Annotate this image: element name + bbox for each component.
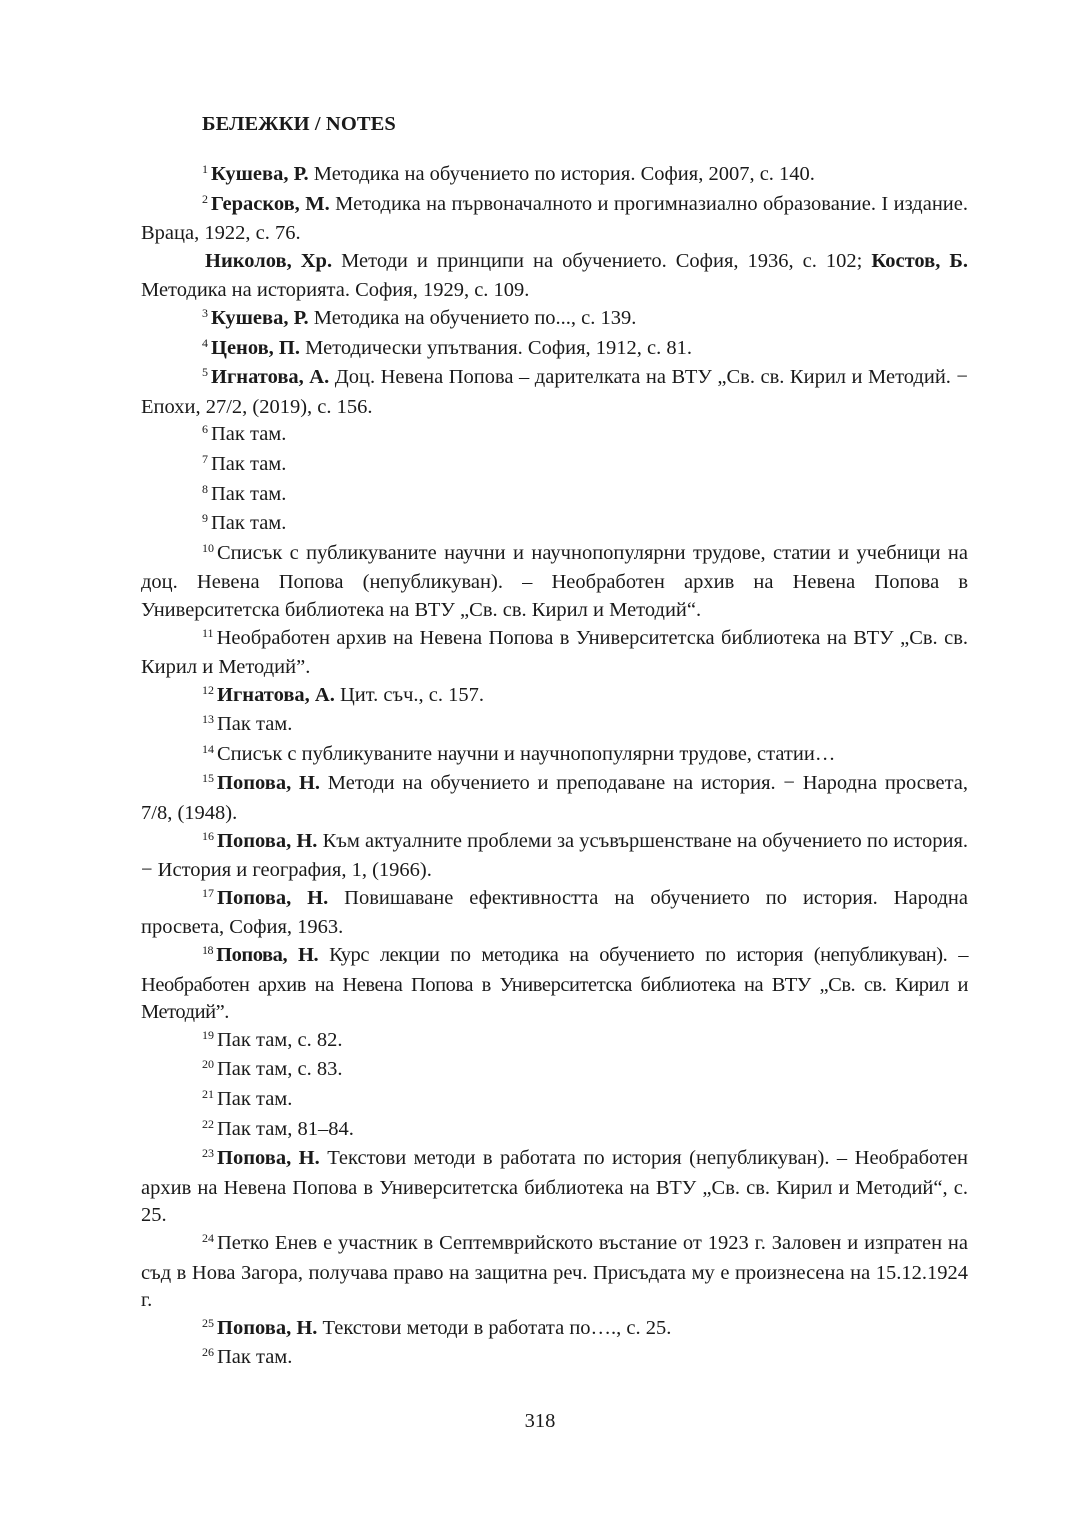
note-12	[141, 682, 968, 712]
note-number: 11	[202, 625, 214, 640]
note-10	[141, 540, 968, 625]
note-number: 23	[202, 1146, 214, 1161]
note-text: Методически упътвания. София, 1912, с. 81.	[300, 336, 692, 359]
note-author: Кушева, Р.	[211, 306, 309, 329]
note-2-continued	[141, 248, 968, 305]
note-19	[141, 1027, 968, 1057]
note-author: Герасков, М.	[211, 192, 330, 215]
note-text: Пак там.	[211, 423, 287, 446]
note-18	[141, 942, 968, 1027]
note-22	[141, 1116, 968, 1146]
note-text: Необработен архив на Невена Попова в Университетска библиотека на ВТУ „Св. св. Кирил и Методий”.	[141, 626, 968, 679]
note-author: Попова, Н.	[217, 829, 318, 852]
note-text: Курс лекции по методика на обучението по история (непубликуван). – Необработен архив на Невена Попова в Университетска библиотека на ВТУ „Св. св. Кирил и Методий”.	[141, 944, 969, 1024]
note-number: 5	[202, 365, 208, 380]
note-number: 25	[202, 1315, 214, 1330]
note-8	[141, 481, 968, 511]
note-24	[141, 1230, 968, 1315]
note-text: Методика на първоначалното и прогимназиално образование. I издание. Враца, 1922, с. 76.	[141, 192, 968, 245]
note-number: 21	[202, 1087, 214, 1101]
note-number: 16	[202, 828, 214, 843]
note-author: Попова, Н.	[217, 772, 321, 795]
note-text: Пак там, с. 82.	[217, 1028, 343, 1051]
note-number: 24	[202, 1230, 214, 1245]
note-text: Списък с публикуваните научни и научнопопулярни трудове, статии и учебници на доц. Невена Попова (непубликуван). – Необработен архив на Невена Попова в Университетска библиотека на ВТУ „Св. св. Кирил и Методий“.	[141, 541, 968, 621]
note-author: Кушева, Р.	[211, 163, 309, 185]
note-number: 15	[202, 771, 214, 786]
note-text: Към актуалните проблеми за усъвършенстване на обучението по история. − История и география, 1, (1966).	[141, 829, 969, 882]
note-author: Игнатова, А.	[211, 366, 330, 389]
note-text: Методика на обучението по история. София, 2007, с. 140.	[308, 163, 815, 185]
note-text: Пак там.	[211, 512, 287, 535]
note-text: Методи на обучението и преподаване на история. − Народна просвета, 7/8, (1948).	[141, 772, 968, 825]
note-number: 9	[202, 511, 208, 526]
note-number: 13	[202, 712, 214, 727]
note-number: 12	[202, 682, 214, 697]
note-7	[141, 451, 968, 481]
note-number: 19	[202, 1027, 214, 1042]
note-number: 7	[202, 451, 208, 466]
note-1	[141, 161, 968, 191]
note-text: Пак там, 81–84.	[217, 1117, 354, 1140]
note-number: 20	[202, 1057, 214, 1072]
note-number: 22	[202, 1116, 214, 1131]
note-number: 2	[202, 191, 208, 206]
note-6	[141, 421, 968, 451]
note-number: 4	[202, 335, 208, 350]
note-26	[141, 1344, 968, 1374]
note-16	[141, 828, 968, 885]
note-author: Попова, Н.	[217, 1147, 320, 1170]
note-number: 26	[202, 1345, 214, 1360]
note-author: Ценов, П.	[211, 336, 300, 359]
note-15	[141, 770, 968, 827]
notes-list	[141, 161, 968, 1374]
note-text: Пак там.	[217, 1088, 293, 1110]
note-number: 6	[202, 422, 208, 437]
note-text: Пак там, с. 83.	[217, 1058, 343, 1081]
note-4	[141, 335, 968, 365]
note-number: 18	[202, 943, 214, 958]
note-author: Попова, Н.	[217, 886, 329, 909]
note-number: 17	[202, 885, 214, 900]
note-23	[141, 1145, 968, 1230]
note-21	[141, 1086, 968, 1116]
note-number: 14	[202, 741, 214, 756]
note-text: Методика на обучението по..., с. 139.	[308, 306, 637, 329]
note-number: 3	[202, 305, 208, 320]
note-author: Игнатова, А.	[217, 683, 335, 706]
note-text: Текстови методи в работата по…., с. 25.	[317, 1316, 672, 1339]
note-text: Петко Енев е участник в Септемврийското въстание от 1923 г. Заловен и изпратен на съд в Нова Загора, получава право на защитна реч. Присъдата му е произнесена на 15.12.1924 г.	[141, 1231, 968, 1312]
note-text: Пак там.	[217, 713, 293, 736]
note-text: Доц. Невена Попова – дарителката на ВТУ „Св. св. Кирил и Методий. − Епохи, 27/2, (2019), с. 156.	[141, 366, 968, 418]
note-14	[141, 741, 968, 771]
note-text: Цит. съч., с. 157.	[334, 683, 485, 706]
note-author-secondary: Костов, Б.	[871, 249, 969, 272]
note-11	[141, 625, 968, 682]
note-number: 10	[202, 540, 214, 555]
note-text: Пак там.	[211, 452, 287, 475]
notes-heading: БЕЛЕЖКИ / NOTES	[202, 113, 396, 135]
note-number: 1	[202, 162, 208, 176]
note-text: Списък с публикуваните научни и научнопопулярни трудове, статии…	[217, 742, 836, 765]
note-5	[141, 364, 968, 421]
note-text: Текстови методи в работата по история (непубликуван). – Необработен архив на Невена Попова в Университетска библиотека на ВТУ „Св. св. Кирил и Методий“, с. 25.	[141, 1147, 969, 1227]
note-author: Попова, Н.	[217, 1316, 318, 1339]
note-text: Пак там.	[217, 1346, 293, 1369]
note-author: Попова, Н.	[216, 944, 319, 967]
note-25	[141, 1315, 968, 1345]
note-9	[141, 510, 968, 540]
note-20	[141, 1056, 968, 1086]
note-3	[141, 305, 968, 335]
note-text: Повишаване ефективността на обучението по история. Народна просвета, София, 1963.	[141, 886, 968, 939]
note-text-secondary: Методика на историята. София, 1929, с. 109.	[141, 279, 530, 302]
page-number: 318	[524, 1410, 556, 1432]
note-17	[141, 885, 968, 942]
note-author: Николов, Хр.	[205, 249, 333, 272]
note-number: 8	[202, 481, 208, 496]
note-text: Методи и принципи на обучението. София, 1936, с. 102;	[332, 249, 872, 272]
note-2	[141, 191, 968, 248]
note-text: Пак там.	[211, 482, 287, 505]
note-13	[141, 711, 968, 741]
